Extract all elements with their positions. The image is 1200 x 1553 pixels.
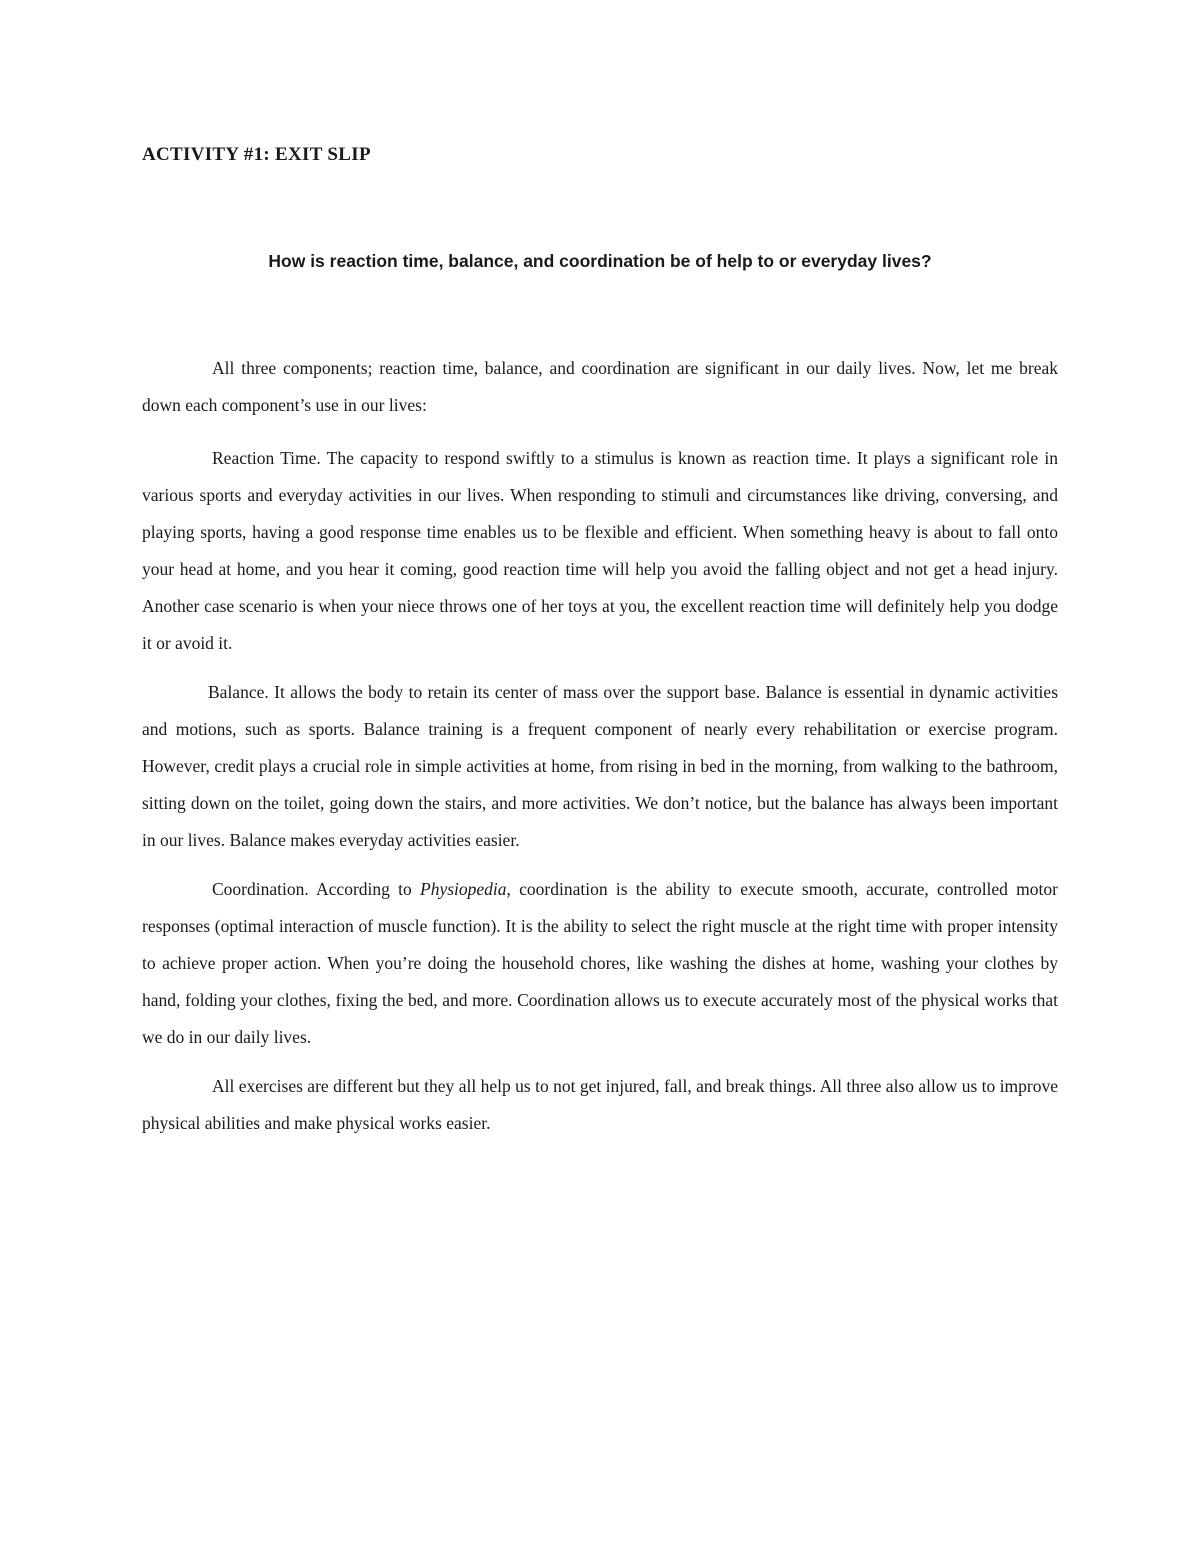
coordination-lead: Coordination. According to [212,879,420,899]
coordination-paragraph [142,871,1058,1056]
conclusion-paragraph: All exercises are different but they all help us to not get injured, fall, and break things. All three also allow us to improve physical abilities and make physical works easier. [142,1076,1058,1133]
question-heading: How is reaction time, balance, and coordination be of help to or everyday lives? [268,251,932,271]
activity-title: ACTIVITY #1: EXIT SLIP [142,144,371,165]
source-citation: Physiopedia [420,879,507,899]
balance-paragraph: Balance. It allows the body to retain its center of mass over the support base. Balance is essential in dynamic activities and motions, such as sports. Balance training is a frequent component of nearly every rehabilitation or exercise program. However, credit plays a crucial role in simple activities at home, from rising in bed in the morning, from walking to the bathroom, sitting down on the toilet, going down the stairs, and more activities. We don’t notice, but the balance has always been important in our lives. Balance makes everyday activities easier. [142,682,1058,850]
intro-paragraph: All three components; reaction time, balance, and coordination are significant in our daily lives. Now, let me break down each component’s use in our lives: [142,358,1058,415]
essay-body [142,350,1058,1154]
reaction-time-paragraph: Reaction Time. The capacity to respond swiftly to a stimulus is known as reaction time. It plays a significant role in various sports and everyday activities in our lives. When responding to stimuli and circumstances like driving, conversing, and playing sports, having a good response time enables us to be flexible and efficient. When something heavy is about to fall onto your head at home, and you hear it coming, good reaction time will help you avoid the falling object and not get a head injury. Another case scenario is when your niece throws one of her toys at you, the excellent reaction time will definitely help you dodge it or avoid it. [142,448,1058,653]
coordination-rest: , coordination is the ability to execute smooth, accurate, controlled motor responses (optimal interaction of muscle function). It is the ability to select the right muscle at the right time with proper intensity to achieve proper action. When you’re doing the household chores, like washing the dishes at home, washing your clothes by hand, folding your clothes, fixing the bed, and more. Coordination allows us to execute accurately most of the physical works that we do in our daily lives. [142,879,1058,1047]
